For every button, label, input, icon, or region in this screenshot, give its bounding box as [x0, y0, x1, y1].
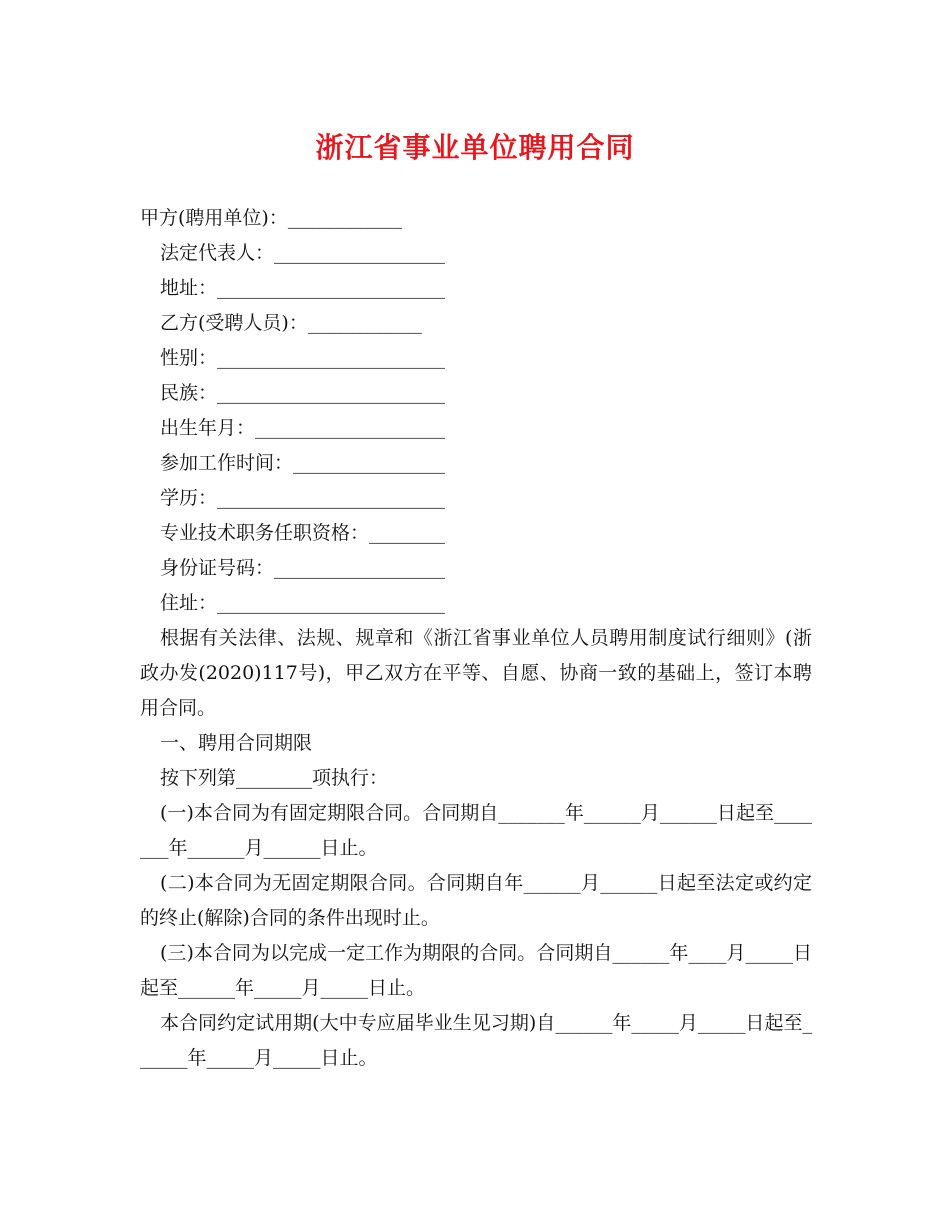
field-residence: 住址：________________________ [160, 592, 446, 614]
field-professional-title: 专业技术职务任职资格：________ [160, 522, 446, 544]
field-party-b: 乙方(受聘人员)：____________ [160, 312, 422, 334]
section-heading: 一、聘用合同期限 [160, 732, 313, 754]
field-party-a: 甲方(聘用单位)：____________ [140, 207, 402, 229]
intro-paragraph: 根据有关法律、法规、规章和《浙江省事业单位人员聘用制度试行细则》(浙政办发(2020)117号)，甲乙双方在平等、自愿、协商一致的基础上，签订本聘用合同。 [140, 627, 812, 719]
field-work-start-date: 参加工作时间：________________ [160, 452, 446, 474]
contract-body [140, 201, 812, 1076]
field-address: 地址：________________________ [160, 277, 446, 299]
field-id-number: 身份证号码：__________________ [160, 557, 446, 579]
field-birth-date: 出生年月：____________________ [160, 417, 446, 439]
field-ethnicity: 民族：________________________ [160, 382, 446, 404]
probation-paragraph: 本合同约定试用期(大中专应届毕业生见习期)自______年_____月_____日起至______年_____月_____日止。 [140, 1012, 812, 1069]
document-title: 浙江省事业单位聘用合同 [315, 131, 635, 164]
clause-task-based: (三)本合同为以完成一定工作为期限的合同。合同期自______年____月_____日起至______年_____月_____日止。 [140, 942, 812, 999]
clause-fixed-term: (一)本合同为有固定期限合同。合同期自_______年______月______日起至_______年______月______日止。 [140, 802, 812, 859]
section-instruction: 按下列第________项执行： [160, 767, 389, 789]
field-gender: 性别：________________________ [160, 347, 446, 369]
field-legal-representative: 法定代表人：__________________ [160, 242, 446, 264]
clause-open-ended: (二)本合同为无固定期限合同。合同期自年______月______日起至法定或约定的终止(解除)合同的条件出现时止。 [140, 872, 812, 929]
field-education: 学历：________________________ [160, 487, 446, 509]
